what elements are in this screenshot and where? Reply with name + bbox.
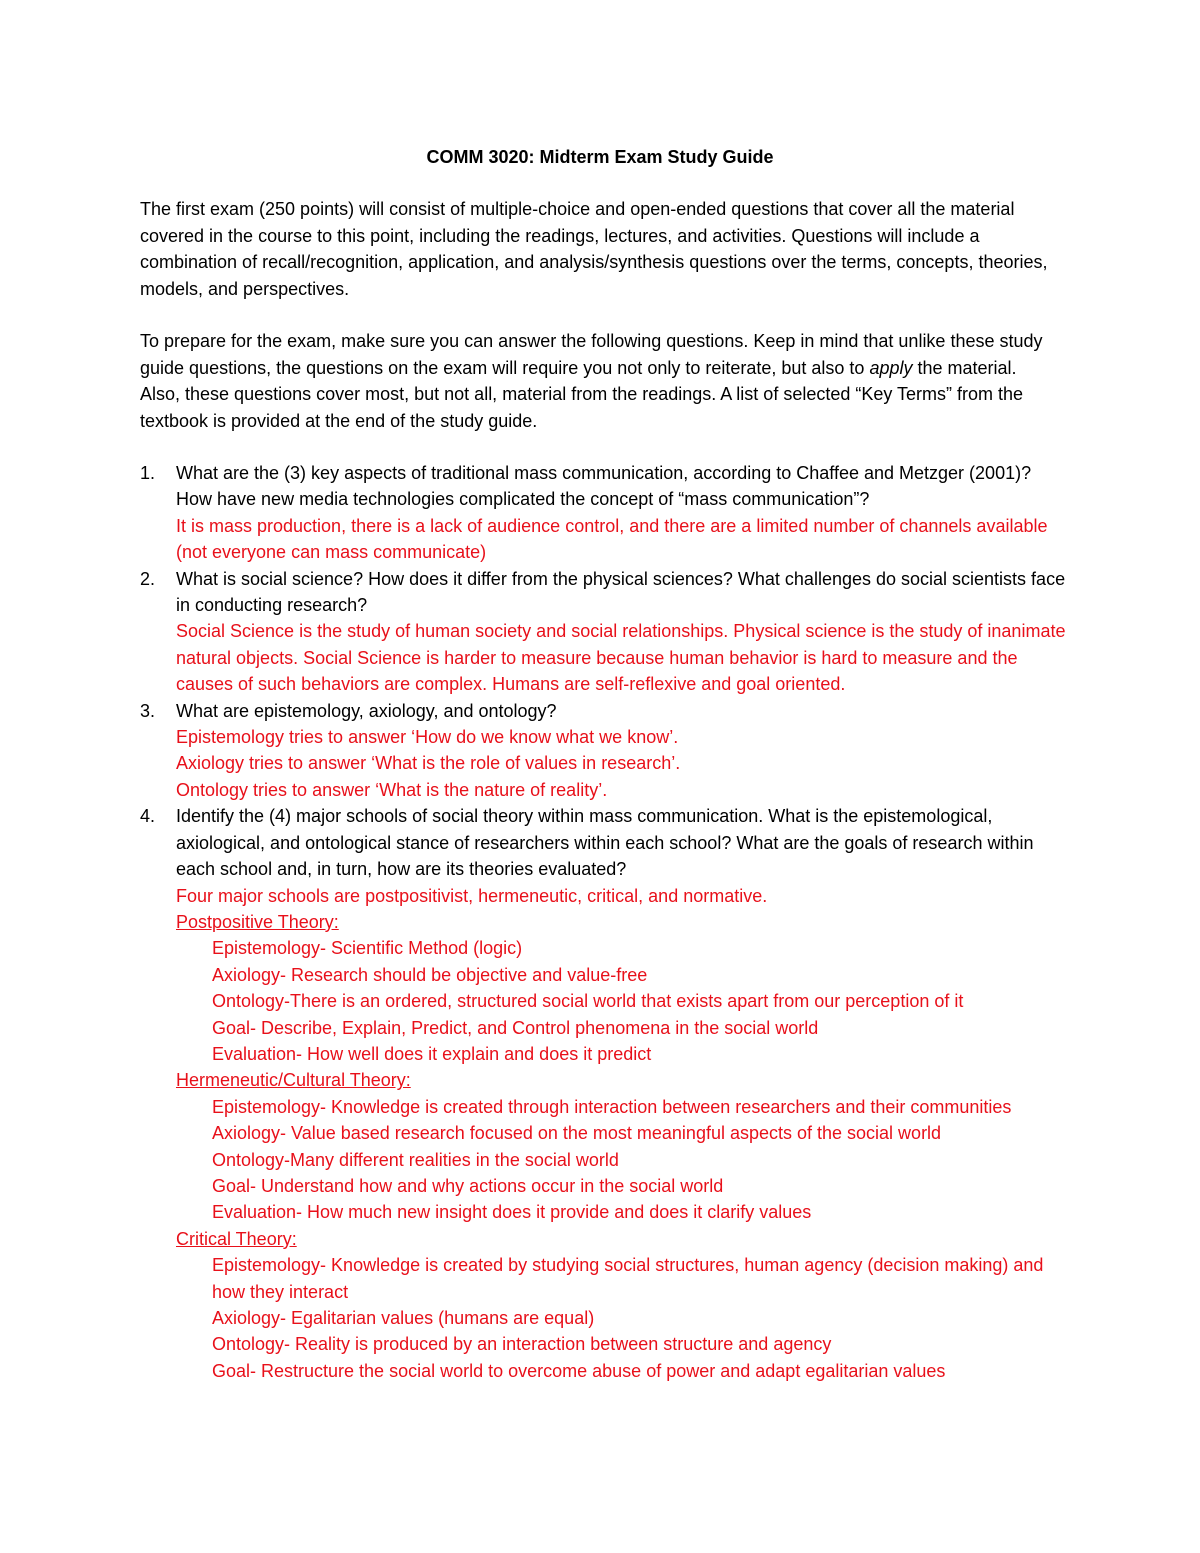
school-item: Goal- Describe, Explain, Predict, and Control phenomena in the social world [212,1017,819,1038]
school-heading-critical: Critical Theory: [176,1228,297,1249]
question-item-4 [140,803,1070,1384]
question-item-2 [140,566,1070,698]
question-number: 3. [140,700,156,721]
prep-paragraph [140,328,1060,434]
intro-paragraph: The first exam (250 points) will consist of multiple-choice and open-ended questions that cover all the material covered in the course to this point, including the readings, lectures, and activities. Questions will include a combination of recall/recognition, application, and analysis/synthesis questions over the terms, concepts, theories, models, and perspectives. [140,199,1048,299]
prep-text-after: the material. Also, these questions cover most, but not all, material from the readings. A list of selected “Key Terms” from the textbook is provided at the end of the study guide. [140,357,1024,431]
question-text: Identify the (4) major schools of social theory within mass communication. What is the epistemological, axiological, and ontological stance of researchers within each school? What are the goals of research within each school and, in turn, how are its theories evaluated? [176,806,1034,880]
school-item: Goal- Understand how and why actions occur in the social world [212,1175,724,1196]
question-item-3 [140,698,1070,804]
question-text: What are the (3) key aspects of traditional mass communication, according to Chaffee and Metzger (2001)? How have new media technologies complicated the concept of “mass communication”? [176,463,1032,510]
question-number: 2. [140,568,156,589]
school-item: Evaluation- How well does it explain and does it predict [212,1043,652,1064]
school-item: Epistemology- Knowledge is created through interaction between researchers and their communities [212,1096,1012,1117]
question-item-1 [140,460,1070,566]
school-item: Axiology- Egalitarian values (humans are equal) [212,1308,595,1328]
answer-epistemology: Epistemology tries to answer ‘How do we know what we know’. [176,727,679,748]
school-heading-postpositive: Postpositive Theory: [176,911,339,932]
school-item: Ontology-Many different realities in the social world [212,1149,619,1170]
school-item: Epistemology- Scientific Method (logic) [212,938,523,959]
school-item: Axiology- Value based research focused on the most meaningful aspects of the social world [212,1123,942,1144]
answer-text: Social Science is the study of human society and social relationships. Physical science is the study of inanimate natural objects. Social Science is harder to measure because human behavior is hard to measure and the causes of such behaviors are complex. Humans are self-reflexive and goal oriented. [176,621,1066,695]
question-number: 4. [140,806,156,827]
answer-ontology: Ontology tries to answer ‘What is the nature of reality’. [176,779,608,800]
school-item: Ontology-There is an ordered, structured social world that exists apart from our perception of it [212,991,964,1012]
prep-text-before: To prepare for the exam, make sure you can answer the following questions. Keep in mind that unlike these study guide questions, the questions on the exam will require you not only to reiterate, but also to [140,331,1043,378]
school-item: Epistemology- Knowledge is created by studying social structures, human agency (decision making) and how they interact [212,1255,1044,1302]
school-item: Axiology- Research should be objective and value-free [212,964,648,985]
question-number: 1. [140,463,156,483]
answer-text: It is mass production, there is a lack of audience control, and there are a limited number of channels available (not everyone can mass communicate) [176,515,1048,563]
school-item: Evaluation- How much new insight does it provide and does it clarify values [212,1202,812,1223]
answer-axiology: Axiology tries to answer ‘What is the role of values in research’. [176,753,681,774]
prep-emphasis: apply [869,357,913,378]
question-text: What are epistemology, axiology, and ontology? [176,700,557,721]
school-item: Ontology- Reality is produced by an interaction between structure and agency [212,1334,832,1355]
question-text: What is social science? How does it differ from the physical sciences? What challenges do social scientists face in conducting research? [176,568,1066,616]
question-list [140,460,1070,1384]
school-item: Goal- Restructure the social world to overcome abuse of power and adapt egalitarian values [212,1360,946,1381]
page-title: COMM 3020: Midterm Exam Study Guide [426,147,774,167]
answer-text: Four major schools are postpositivist, hermeneutic, critical, and normative. [176,885,768,906]
school-heading-hermeneutic: Hermeneutic/Cultural Theory: [176,1070,411,1091]
